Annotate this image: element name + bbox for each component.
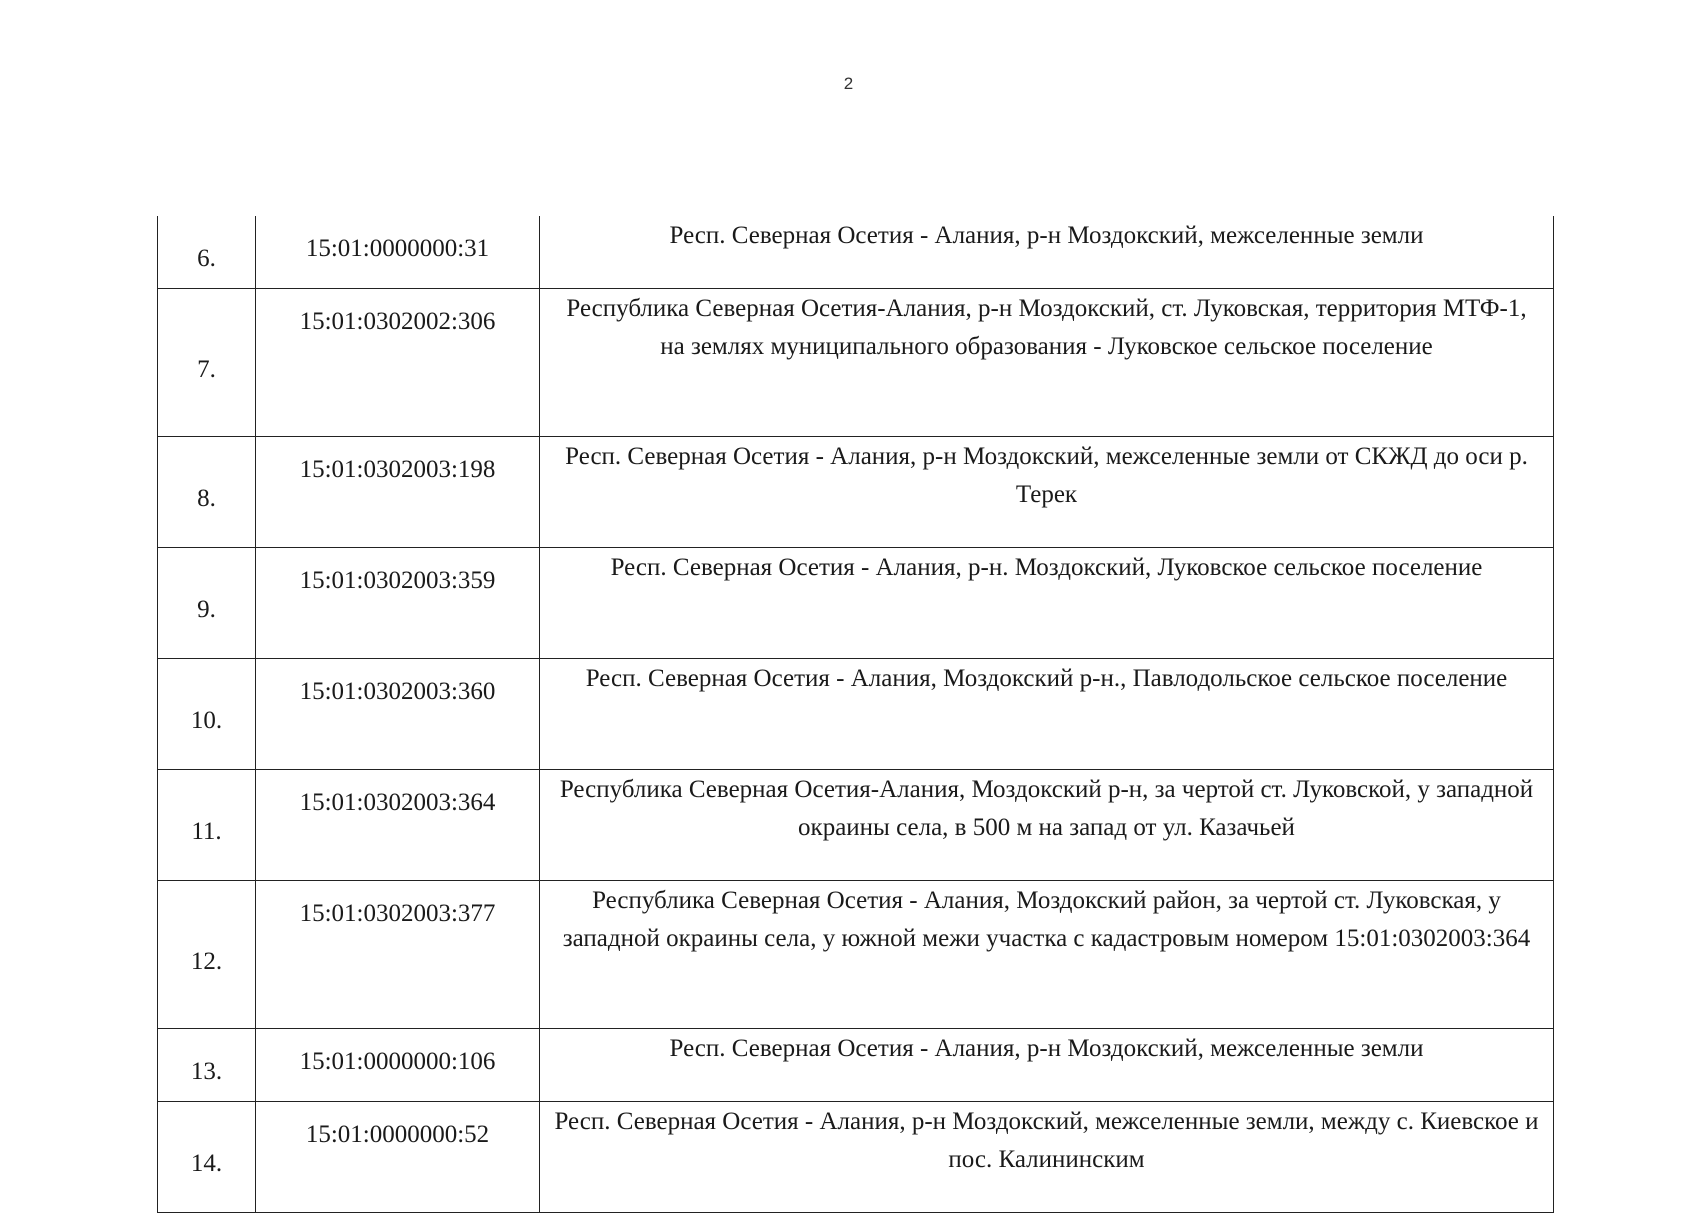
address: Респ. Северная Осетия - Алания, р-н. Моздокский, Луковское сельское поселение [540,548,1554,659]
address: Респ. Северная Осетия - Алания, р-н Моздокский, межселенные земли [540,216,1554,289]
cadastral-number: 15:01:0000000:52 [256,1102,540,1213]
cadastral-number: 15:01:0302003:360 [256,659,540,770]
table-row [158,1029,1554,1102]
row-number: 13. [158,1029,256,1102]
table-row [158,289,1554,437]
table-row [158,437,1554,548]
address: Республика Северная Осетия-Алания, р-н Моздокский, ст. Луковская, территория МТФ-1, на землях муниципального образования - Луковское сельское поселение [540,289,1554,437]
address: Респ. Северная Осетия - Алания, р-н Моздокский, межселенные земли [540,1029,1554,1102]
address: Респ. Северная Осетия - Алания, Моздокский р-н., Павлодольское сельское поселение [540,659,1554,770]
table-row [158,216,1554,289]
cadastral-number: 15:01:0302002:306 [256,289,540,437]
row-number: 7. [158,289,256,437]
row-number: 11. [158,770,256,881]
row-number: 8. [158,437,256,548]
page-number: 2 [843,74,854,93]
table-row [158,1102,1554,1213]
row-number: 9. [158,548,256,659]
cadastral-number: 15:01:0302003:377 [256,881,540,1029]
cadastral-number: 15:01:0000000:31 [256,216,540,289]
table-row [158,548,1554,659]
address: Республика Северная Осетия-Алания, Моздокский р-н, за чертой ст. Луковской, у западной окраины села, в 500 м на запад от ул. Казачьей [540,770,1554,881]
cadastral-number: 15:01:0302003:198 [256,437,540,548]
cadastral-number: 15:01:0302003:359 [256,548,540,659]
table-row [158,881,1554,1029]
address: Респ. Северная Осетия - Алания, р-н Моздокский, межселенные земли, между с. Киевское и пос. Калининским [540,1102,1554,1213]
address: Респ. Северная Осетия - Алания, р-н Моздокский, межселенные земли от СКЖД до оси р. Терек [540,437,1554,548]
cadastral-number: 15:01:0302003:364 [256,770,540,881]
address: Республика Северная Осетия - Алания, Моздокский район, за чертой ст. Луковская, у западной окраины села, у южной межи участка с кадастровым номером 15:01:0302003:364 [540,881,1554,1029]
row-number: 12. [158,881,256,1029]
row-number: 10. [158,659,256,770]
table-row [158,659,1554,770]
row-number: 14. [158,1102,256,1213]
land-plots-table [157,216,1554,1213]
cadastral-number: 15:01:0000000:106 [256,1029,540,1102]
row-number: 6. [158,216,256,289]
table-row [158,770,1554,881]
